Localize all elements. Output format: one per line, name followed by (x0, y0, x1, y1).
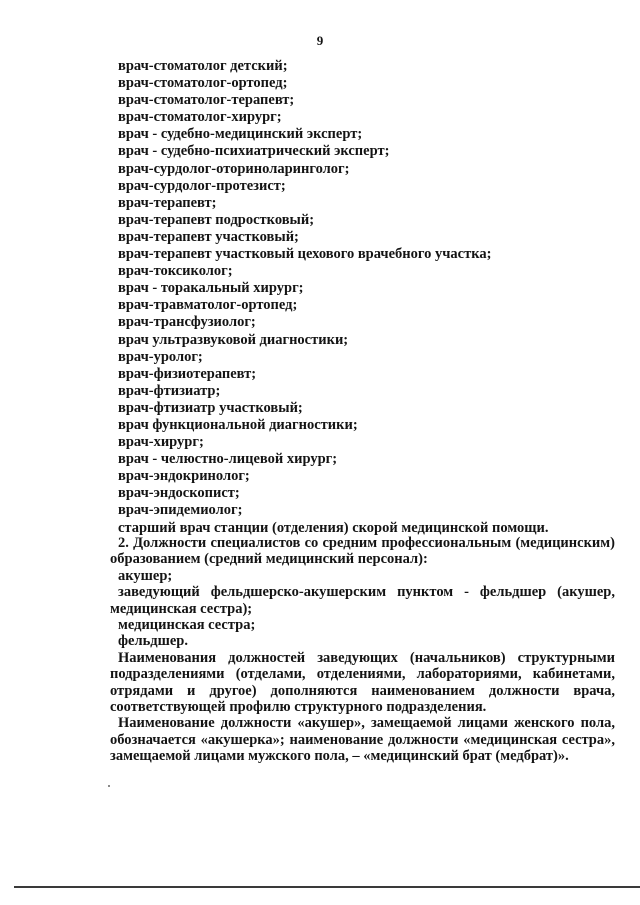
position-item: врач - судебно-медицинский эксперт; (118, 126, 363, 143)
position-item: врач функциональной диагностики; (118, 416, 358, 433)
position-item: врач-трансфузиолог; (118, 314, 256, 331)
position-item: врач-уролог; (118, 348, 203, 365)
page-number: 9 (316, 33, 324, 48)
position-item: врач-терапевт подростковый; (118, 211, 315, 228)
position-item: врач-терапевт участковый; (118, 228, 299, 245)
position-item: врач-терапевт; (118, 194, 217, 211)
position-item: врач-стоматолог-терапевт; (118, 92, 295, 109)
section-2-item-feldsher: фельдшер. (118, 633, 188, 650)
section-2 (110, 535, 615, 765)
position-item: врач - торакальный хирург; (118, 280, 304, 297)
position-item: врач-травматолог-ортопед; (118, 297, 298, 314)
position-item: врач-токсиколог; (118, 263, 233, 280)
bottom-rule (14, 886, 640, 888)
position-item: врач-эндокринолог; (118, 468, 250, 485)
position-item: врач-эпидемиолог; (118, 502, 243, 519)
position-item: врач-хирург; (118, 434, 204, 451)
position-item: врач-стоматолог-ортопед; (118, 75, 288, 92)
section-2-note-gender: Наименование должности «акушер», замещаемой лицами женского пола, обозначается «акушерка»; наименование должности «медицинская сестра», замещаемой лицами мужского пола, – «медицинский брат (медбрат)». (110, 715, 615, 765)
section-2-item-medsestra: медицинская сестра; (118, 617, 256, 634)
position-item: врач ультразвуковой диагностики; (118, 331, 349, 348)
positions-list (118, 58, 618, 537)
position-item: врач-стоматолог детский; (118, 58, 288, 74)
position-item: врач-фтизиатр; (118, 382, 221, 399)
scan-dot (108, 785, 110, 787)
position-item: врач-физиотерапевт; (118, 365, 257, 382)
section-2-note-heads: Наименования должностей заведующих (начальников) структурными подразделениями (отделами, отделениями, лабораториями, кабинетами, отрядами и другое) дополняются наименованием должности врача, соответствующей профилю структурного подразделения. (110, 649, 615, 716)
position-item: врач - судебно-психиатрический эксперт; (118, 143, 390, 160)
position-item: врач-сурдолог-протезист; (118, 177, 286, 194)
position-item: старший врач станции (отделения) скорой медицинской помощи. (118, 519, 549, 536)
position-item: врач-сурдолог-оториноларинголог; (118, 160, 350, 177)
section-2-item-akusher: акушер; (118, 567, 173, 584)
position-item: врач-стоматолог-хирург; (118, 109, 282, 126)
section-2-item-zaveduyushchiy-fap: заведующий фельдшерско-акушерским пунктом - фельдшер (акушер, медицинская сестра); (110, 584, 615, 617)
position-item: врач - челюстно-лицевой хирург; (118, 451, 338, 468)
section-2-heading: 2. Должности специалистов со средним профессиональным (медицинским) образованием (средний медицинский персонал): (110, 535, 615, 568)
position-item: врач-фтизиатр участковый; (118, 399, 303, 416)
position-item: врач-терапевт участковый цехового врачебного участка; (118, 246, 492, 263)
position-item: врач-эндоскопист; (118, 485, 240, 502)
